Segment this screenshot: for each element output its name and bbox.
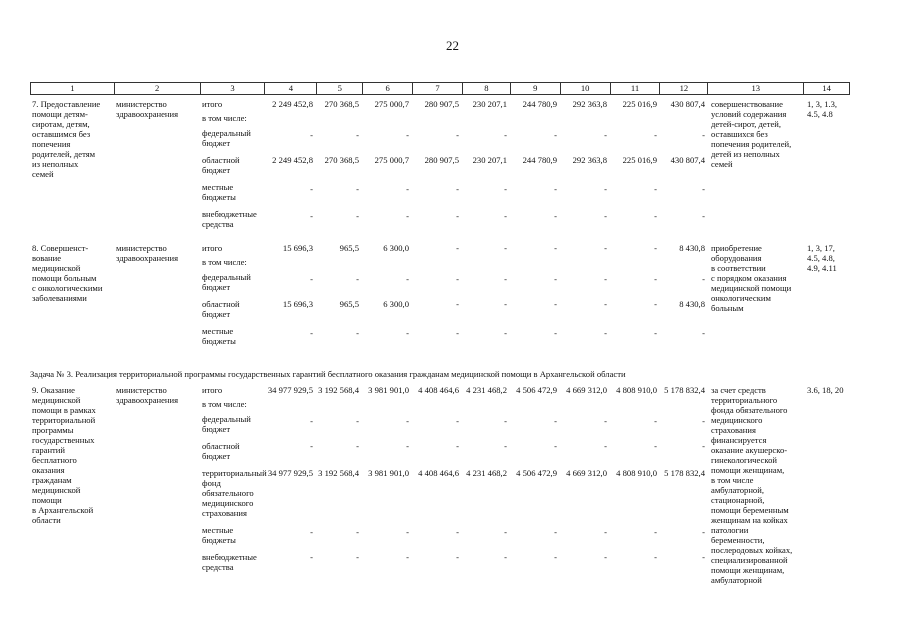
- amount-cell: -: [504, 184, 507, 194]
- amount-cell: -: [504, 416, 507, 426]
- funding-source: федеральный бюджет: [202, 128, 251, 148]
- amount-cell: -: [604, 328, 607, 338]
- amount-cell: 4 408 464,6: [418, 468, 459, 478]
- amount-cell: 2 249 452,8: [272, 99, 313, 109]
- funding-source: областной бюджет: [202, 155, 240, 175]
- amount-cell: -: [310, 184, 313, 194]
- amount-cell: -: [702, 274, 705, 284]
- amount-cell: -: [310, 274, 313, 284]
- amount-cell: 280 907,5: [424, 99, 459, 109]
- responsible-org: министерство здравоохранения: [116, 99, 179, 119]
- amount-cell: -: [310, 211, 313, 221]
- amount-cell: 225 016,9: [622, 99, 657, 109]
- indicator-links: 1, 3, 1.3, 4.5, 4.8: [807, 99, 838, 119]
- amount-cell: 5 178 832,4: [664, 468, 705, 478]
- funding-source: местные бюджеты: [202, 182, 236, 202]
- amount-cell: 292 363,8: [572, 155, 607, 165]
- amount-cell: 3 192 568,4: [318, 385, 359, 395]
- measure-name: 9. Оказание медицинской помощи в рамках территориальной программы государственных гарантий бесплатного оказания гражданам медицинской помощи в Архангельской области: [32, 385, 96, 525]
- amount-cell: -: [406, 130, 409, 140]
- task-heading: Задача № 3. Реализация территориальной программы государственных гарантий бесплатного оказания гражданам медицинской помощи в Архангельской области: [30, 369, 626, 379]
- amount-cell: -: [406, 184, 409, 194]
- amount-cell: -: [406, 416, 409, 426]
- amount-cell: 4 506 472,9: [516, 385, 557, 395]
- amount-cell: 292 363,8: [572, 99, 607, 109]
- amount-cell: -: [406, 552, 409, 562]
- amount-cell: -: [604, 274, 607, 284]
- header-cell: 2: [115, 83, 201, 94]
- amount-cell: 4 808 910,0: [616, 468, 657, 478]
- amount-cell: -: [310, 416, 313, 426]
- amount-cell: -: [310, 552, 313, 562]
- amount-cell: -: [702, 552, 705, 562]
- amount-cell: -: [356, 416, 359, 426]
- amount-cell: -: [310, 130, 313, 140]
- measure-name: 8. Совершенст- вование медицинской помощи больным с онкологическими заболеваниями: [32, 243, 103, 303]
- funding-source: в том числе:: [202, 113, 247, 123]
- amount-cell: -: [310, 527, 313, 537]
- amount-cell: -: [504, 328, 507, 338]
- amount-cell: 3 981 901,0: [368, 385, 409, 395]
- amount-cell: -: [504, 243, 507, 253]
- amount-cell: 15 696,3: [282, 243, 313, 253]
- header-cell: 7: [413, 83, 463, 94]
- amount-cell: -: [654, 130, 657, 140]
- amount-cell: -: [356, 211, 359, 221]
- header-cell: 4: [265, 83, 317, 94]
- funding-source: местные бюджеты: [202, 326, 236, 346]
- header-cell: 11: [611, 83, 661, 94]
- header-cell: 8: [463, 83, 511, 94]
- funding-source: местные бюджеты: [202, 525, 236, 545]
- amount-cell: -: [702, 211, 705, 221]
- amount-cell: -: [654, 328, 657, 338]
- amount-cell: -: [406, 328, 409, 338]
- amount-cell: -: [356, 130, 359, 140]
- amount-cell: 8 430,8: [679, 299, 705, 309]
- funding-source: территориальный фонд обязательного медицинского страхования: [202, 468, 267, 518]
- amount-cell: 430 807,4: [670, 99, 705, 109]
- amount-cell: -: [456, 243, 459, 253]
- amount-cell: 270 368,5: [324, 99, 359, 109]
- amount-cell: 225 016,9: [622, 155, 657, 165]
- amount-cell: -: [702, 328, 705, 338]
- expected-result: за счет средств территориального фонда обязательного медицинского страхования финансируется оказание акушерско- гинекологической помощи женщинам, в том числе амбулаторной, стационарной, помощи беременным женщинам на койках патологии беременности, послеродовых койках, специализированной помощи женщинам, амбулаторной: [711, 385, 793, 585]
- amount-cell: 244 780,9: [522, 99, 557, 109]
- page-number: 22: [446, 38, 459, 53]
- amount-cell: 34 977 929,5: [267, 468, 313, 478]
- amount-cell: -: [654, 211, 657, 221]
- amount-cell: 965,5: [339, 243, 359, 253]
- amount-cell: -: [604, 130, 607, 140]
- amount-cell: -: [654, 184, 657, 194]
- amount-cell: -: [406, 274, 409, 284]
- amount-cell: -: [654, 416, 657, 426]
- funding-source: федеральный бюджет: [202, 414, 251, 434]
- amount-cell: -: [456, 416, 459, 426]
- amount-cell: -: [504, 527, 507, 537]
- amount-cell: -: [406, 211, 409, 221]
- row-8-block: [30, 243, 850, 346]
- amount-cell: 230 207,1: [472, 155, 507, 165]
- amount-cell: 280 907,5: [424, 155, 459, 165]
- amount-cell: -: [554, 211, 557, 221]
- amount-cell: -: [456, 274, 459, 284]
- responsible-org: министерство здравоохранения: [116, 243, 179, 263]
- amount-cell: -: [504, 211, 507, 221]
- expected-result: приобретение оборудования в соответствии с порядком оказания медицинской помощи онкологическим больным: [711, 243, 792, 313]
- expected-result: совершенствование условий содержания детей-сирот, детей, оставшихся без попечения родителей, детей из неполных семей: [711, 99, 792, 169]
- amount-cell: -: [554, 552, 557, 562]
- indicator-links: 3.6, 18, 20: [807, 385, 844, 395]
- amount-cell: -: [554, 184, 557, 194]
- amount-cell: -: [406, 441, 409, 451]
- amount-cell: -: [604, 211, 607, 221]
- amount-cell: -: [702, 416, 705, 426]
- funding-source: внебюджетные средства: [202, 552, 257, 572]
- funding-source: в том числе:: [202, 399, 247, 409]
- amount-cell: -: [702, 130, 705, 140]
- header-cell: 6: [363, 83, 413, 94]
- funding-source: областной бюджет: [202, 299, 240, 319]
- amount-cell: -: [654, 527, 657, 537]
- amount-cell: -: [554, 299, 557, 309]
- amount-cell: 34 977 929,5: [267, 385, 313, 395]
- amount-cell: -: [310, 441, 313, 451]
- funding-source: областной бюджет: [202, 441, 240, 461]
- amount-cell: -: [456, 299, 459, 309]
- funding-source: итого: [202, 243, 223, 253]
- amount-cell: -: [356, 274, 359, 284]
- amount-cell: 4 669 312,0: [566, 468, 607, 478]
- amount-cell: -: [504, 441, 507, 451]
- amount-cell: -: [554, 243, 557, 253]
- row-7-block: [30, 99, 850, 239]
- header-cell: 14: [822, 83, 831, 93]
- header-cell: 5: [317, 83, 363, 94]
- amount-cell: -: [604, 416, 607, 426]
- amount-cell: -: [356, 441, 359, 451]
- measure-name: 7. Предоставление помощи детям- сиротам, детям, оставшимся без попечения родителей, детям из неполных семей: [32, 99, 101, 179]
- amount-cell: 5 178 832,4: [664, 385, 705, 395]
- amount-cell: -: [356, 328, 359, 338]
- amount-cell: -: [356, 184, 359, 194]
- amount-cell: 4 408 464,6: [418, 385, 459, 395]
- amount-cell: -: [604, 441, 607, 451]
- amount-cell: 430 807,4: [670, 155, 705, 165]
- amount-cell: -: [456, 441, 459, 451]
- table-header-row: [30, 82, 850, 95]
- amount-cell: 4 231 468,2: [466, 468, 507, 478]
- amount-cell: -: [604, 552, 607, 562]
- amount-cell: 3 981 901,0: [368, 468, 409, 478]
- amount-cell: -: [456, 527, 459, 537]
- amount-cell: -: [356, 552, 359, 562]
- amount-cell: 4 506 472,9: [516, 468, 557, 478]
- row-9-block: [30, 385, 850, 625]
- amount-cell: -: [456, 552, 459, 562]
- amount-cell: 2 249 452,8: [272, 155, 313, 165]
- amount-cell: 275 000,7: [374, 155, 409, 165]
- amount-cell: 270 368,5: [324, 155, 359, 165]
- amount-cell: -: [554, 130, 557, 140]
- amount-cell: -: [554, 274, 557, 284]
- amount-cell: -: [456, 211, 459, 221]
- amount-cell: 6 300,0: [383, 299, 409, 309]
- amount-cell: -: [702, 527, 705, 537]
- amount-cell: 4 231 468,2: [466, 385, 507, 395]
- amount-cell: -: [654, 441, 657, 451]
- amount-cell: -: [554, 416, 557, 426]
- header-cell: 12: [660, 83, 708, 94]
- header-cell: 10: [561, 83, 611, 94]
- amount-cell: -: [554, 527, 557, 537]
- amount-cell: 244 780,9: [522, 155, 557, 165]
- amount-cell: -: [654, 552, 657, 562]
- amount-cell: -: [504, 274, 507, 284]
- indicator-links: 1, 3, 17, 4.5, 4.8, 4.9, 4.11: [807, 243, 837, 273]
- amount-cell: 15 696,3: [282, 299, 313, 309]
- amount-cell: -: [310, 328, 313, 338]
- amount-cell: -: [554, 328, 557, 338]
- amount-cell: -: [406, 527, 409, 537]
- amount-cell: 4 808 910,0: [616, 385, 657, 395]
- header-cell: 3: [201, 83, 266, 94]
- amount-cell: -: [604, 527, 607, 537]
- amount-cell: -: [456, 184, 459, 194]
- program-table: [30, 82, 850, 585]
- amount-cell: 4 669 312,0: [566, 385, 607, 395]
- amount-cell: 965,5: [339, 299, 359, 309]
- amount-cell: -: [504, 130, 507, 140]
- amount-cell: 6 300,0: [383, 243, 409, 253]
- header-cell: 9: [511, 83, 561, 94]
- amount-cell: -: [504, 552, 507, 562]
- amount-cell: 230 207,1: [472, 99, 507, 109]
- funding-source: внебюджетные средства: [202, 209, 257, 229]
- funding-source: итого: [202, 99, 223, 109]
- amount-cell: -: [604, 243, 607, 253]
- amount-cell: -: [702, 441, 705, 451]
- funding-source: в том числе:: [202, 257, 247, 267]
- funding-source: федеральный бюджет: [202, 272, 251, 292]
- amount-cell: 275 000,7: [374, 99, 409, 109]
- amount-cell: -: [654, 274, 657, 284]
- responsible-org: министерство здравоохранения: [116, 385, 179, 405]
- amount-cell: -: [356, 527, 359, 537]
- amount-cell: -: [604, 299, 607, 309]
- amount-cell: -: [504, 299, 507, 309]
- header-cell: 1: [31, 83, 115, 94]
- amount-cell: -: [654, 243, 657, 253]
- amount-cell: 3 192 568,4: [318, 468, 359, 478]
- amount-cell: -: [554, 441, 557, 451]
- amount-cell: 8 430,8: [679, 243, 705, 253]
- funding-source: итого: [202, 385, 223, 395]
- header-cell: 13: [708, 83, 804, 94]
- amount-cell: -: [456, 130, 459, 140]
- amount-cell: -: [702, 184, 705, 194]
- amount-cell: -: [604, 184, 607, 194]
- amount-cell: -: [654, 299, 657, 309]
- amount-cell: -: [456, 328, 459, 338]
